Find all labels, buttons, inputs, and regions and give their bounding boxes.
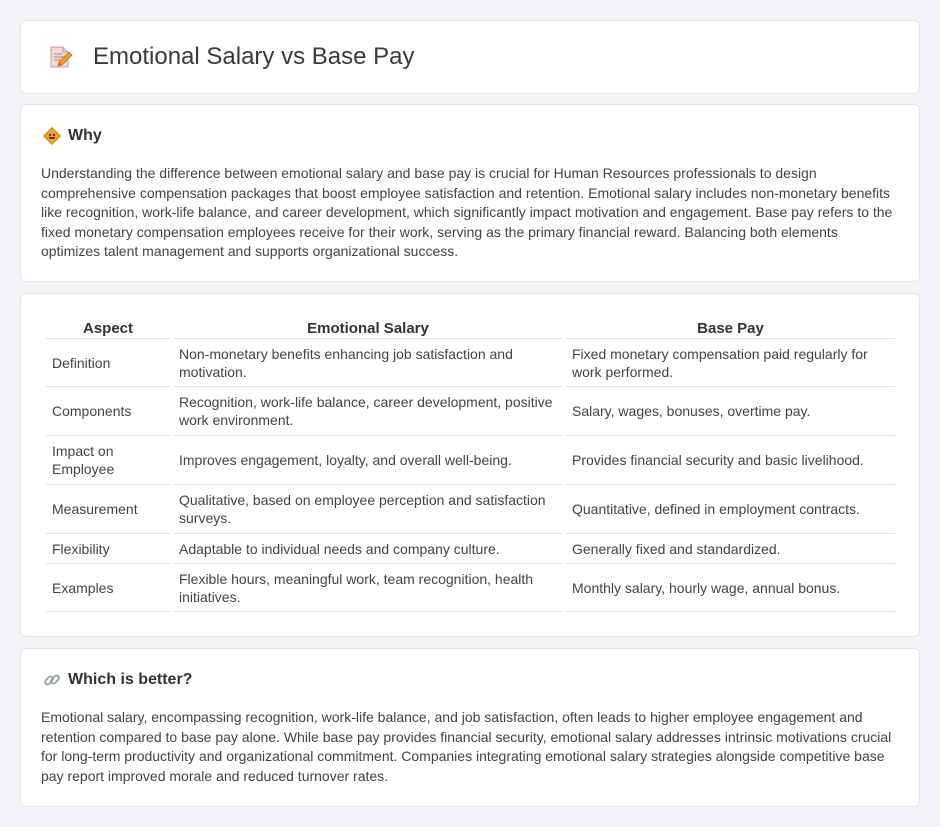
header-base-pay: Base Pay <box>697 319 764 337</box>
why-heading: Why <box>68 127 102 144</box>
cell-emotional-salary: Recognition, work-life balance, career development, positive work environment. <box>173 386 563 435</box>
document-pencil-icon <box>47 44 73 70</box>
cell-aspect: Flexibility <box>46 533 170 563</box>
cell-base-pay: Salary, wages, bonuses, overtime pay. <box>566 386 895 435</box>
why-section <box>20 104 920 282</box>
cell-emotional-salary: Flexible hours, meaningful work, team recognition, health initiatives. <box>173 563 563 612</box>
cell-base-pay: Monthly salary, hourly wage, annual bonus. <box>566 563 895 612</box>
cell-base-pay: Quantitative, defined in employment contracts. <box>566 484 895 533</box>
why-text: Understanding the difference between emotional salary and base pay is crucial for Human Resources professionals to design comprehensive compensation packages that boost employee satisfaction and retention. Emotional salary includes non-monetary benefits like recognition, work-life balance, and career development, which significantly impact motivation and engagement. Base pay refers to the fixed monetary compensation employees receive for their work, serving as the primary financial reward. Balancing both elements optimizes talent management and supports organizational success. <box>41 165 893 259</box>
page-title: Emotional Salary vs Base Pay <box>93 43 415 70</box>
cell-emotional-salary: Adaptable to individual needs and company culture. <box>173 533 563 563</box>
cell-aspect: Measurement <box>46 484 170 533</box>
cell-base-pay: Fixed monetary compensation paid regularly for work performed. <box>566 338 895 386</box>
comparison-table <box>43 316 898 612</box>
cell-aspect: Examples <box>46 563 170 612</box>
better-text: Emotional salary, encompassing recognition, work-life balance, and job satisfaction, often leads to higher employee engagement and retention compared to base pay alone. While base pay provides financial security, emotional salary addresses intrinsic motivations crucial for long-term productivity and organizational commitment. Companies integrating emotional salary strategies alongside competitive base pay report improved morale and reduced turnover rates. <box>41 709 892 784</box>
why-heading-row <box>21 105 919 145</box>
better-heading: Which is better? <box>68 671 193 688</box>
diamond-sign-icon <box>43 127 61 145</box>
header-emotional-salary: Emotional Salary <box>307 319 429 337</box>
cell-aspect: Components <box>46 386 170 435</box>
table-row <box>46 533 895 563</box>
which-is-better-section <box>20 648 920 807</box>
cell-emotional-salary: Qualitative, based on employee perception and satisfaction surveys. <box>173 484 563 533</box>
table-row <box>46 563 895 612</box>
table-row <box>46 386 895 435</box>
header-aspect: Aspect <box>82 319 134 337</box>
table-header-row <box>46 316 895 338</box>
title-row <box>21 21 919 93</box>
comparison-table-card <box>20 293 920 637</box>
cell-emotional-salary: Improves engagement, loyalty, and overall well-being. <box>173 435 563 484</box>
table-row <box>46 435 895 484</box>
title-card <box>20 20 920 94</box>
table-row <box>46 484 895 533</box>
cell-base-pay: Provides financial security and basic livelihood. <box>566 435 895 484</box>
table-row <box>46 338 895 386</box>
cell-aspect: Definition <box>46 338 170 386</box>
better-heading-row <box>21 649 919 689</box>
link-icon <box>43 671 61 689</box>
cell-aspect: Impact on Employee <box>46 435 170 484</box>
cell-emotional-salary: Non-monetary benefits enhancing job satisfaction and motivation. <box>173 338 563 386</box>
cell-base-pay: Generally fixed and standardized. <box>566 533 895 563</box>
